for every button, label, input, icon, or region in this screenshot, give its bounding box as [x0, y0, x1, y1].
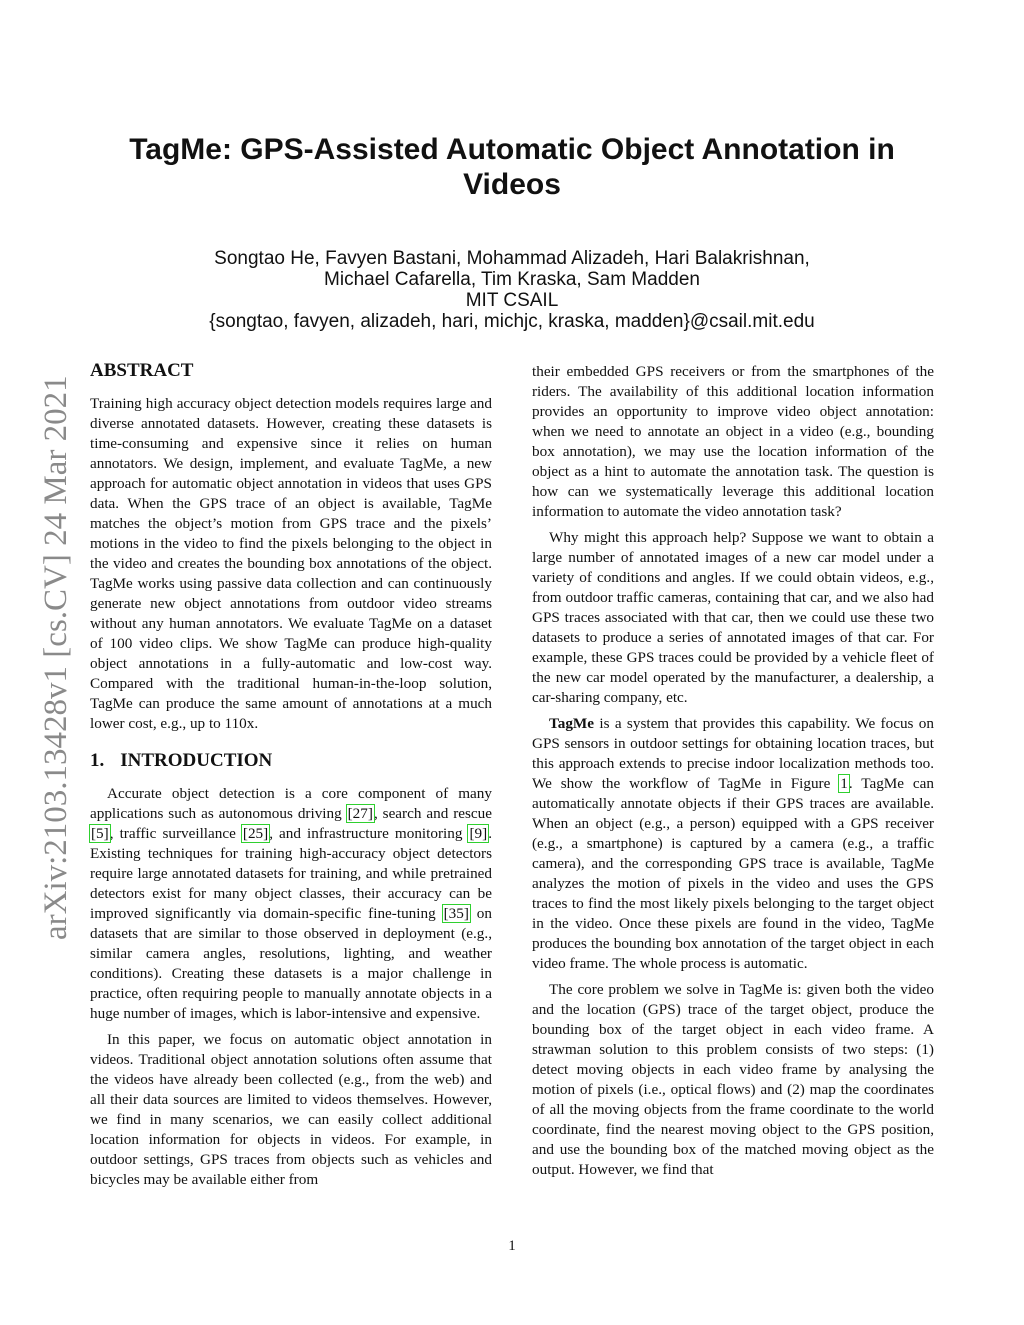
arxiv-identifier[interactable]: arXiv:2103.13428v1 [cs.CV] 24 Mar 2021 — [38, 375, 74, 940]
text-run: , traffic surveillance — [109, 825, 242, 842]
author-block — [110, 248, 914, 332]
text-run: is a system that provides this capability. We focus on GPS sensors in outdoor settings for obtaining location traces, but this approach extends to precise indoor localization methods too. We show the workflow of TagMe in Figure — [532, 715, 934, 792]
intro-paragraph-1 — [90, 784, 492, 1024]
affiliation: MIT CSAIL — [465, 290, 559, 311]
citation-9[interactable]: [9] — [469, 825, 488, 842]
figure-1-reference[interactable]: 1 — [840, 775, 848, 792]
left-column — [90, 360, 492, 1196]
text-run: . TagMe can automatically annotate objects if their GPS traces are available. When an object (e.g., a person) equipped with a GPS receiver (e.g., a smartphone) is captured by a camera (e.g., a traffic camera), and the corresponding GPS trace is available, TagMe analyzes the motion of pixels in the video and uses the GPS traces to find the most likely pixels belonging to the target object in the video. Once these pixels are found in the video, TagMe produces the bounding box annotation of the target object in each video frame. The whole process is automatic. — [532, 775, 934, 972]
citation-35[interactable]: [35] — [443, 905, 469, 922]
page-number: 1 — [508, 1238, 516, 1254]
intro-paragraph-5: The core problem we solve in TagMe is: given both the video and the location (GPS) trace of the target object, produce the bounding box of the target object in each video frame. A strawman solution to this problem consists of two steps: (1) detect moving objects in each video frame by analysing the motion of pixels (i.e., optical flows) and (2) map the coordinates of all the moving objects from the frame coordinate to the world coordinate, find the nearest moving object to the GPS position, and use the bounding box of the matched moving object as the output. However, we find that — [532, 981, 934, 1178]
section-title: INTRODUCTION — [120, 750, 273, 771]
section-number: 1. — [90, 750, 105, 771]
text-run: , and infrastructure monitoring — [269, 825, 469, 842]
author-line-2: Michael Cafarella, Tim Kraska, Sam Madden — [324, 269, 700, 290]
citation-25[interactable]: [25] — [242, 825, 269, 842]
text-run: on datasets that are similar to those observed in deployment (e.g., similar camera angles, resolutions, lighting, and weather conditions). Creating these datasets is a major challenge in practice, often requiring people to manually annotate objects in a huge number of images, which is labor-intensive and expensive. — [90, 905, 492, 1022]
right-column — [532, 362, 934, 1186]
paper-title: TagMe: GPS-Assisted Automatic Object Annotation in Videos — [129, 133, 895, 201]
arxiv-stamp — [6, 350, 74, 950]
introduction-heading — [90, 750, 492, 772]
author-line-1: Songtao He, Favyen Bastani, Mohammad Alizadeh, Hari Balakrishnan, — [214, 248, 810, 269]
system-name: TagMe — [549, 715, 594, 732]
intro-paragraph-2: In this paper, we focus on automatic object annotation in videos. Traditional object annotation solutions often assume that the videos have already been collected (e.g., from the web) and all their data sources are limited to videos themselves. However, we find in many scenarios, we can easily collect additional location information for objects in videos. For example, in outdoor settings, GPS traces from objects such as vehicles and bicycles may be available either from — [90, 1031, 492, 1188]
text-run: Accurate object detection is a core component of many applications such as autonomous driving — [90, 785, 492, 822]
text-run: . Existing techniques for training high-accuracy object detectors require large annotated datasets for training, and while pretrained detectors exist for many object classes, their accuracy can be improved significantly via domain-specific fine-tuning — [90, 825, 492, 922]
abstract-heading: ABSTRACT — [90, 360, 194, 381]
text-run: , search and rescue — [373, 805, 493, 822]
citation-27[interactable]: [27] — [347, 805, 373, 822]
author-emails[interactable]: {songtao, favyen, alizadeh, hari, michjc, kraska, madden}@csail.mit.edu — [209, 311, 815, 332]
intro-paragraph-2-continued: their embedded GPS receivers or from the smartphones of the riders. The availability of this additional location information provides an opportunity to improve video object annotation: when we need to annotate an object in a video (e.g., bounding box annotation), we may use the location information of the object as a hint to automate the annotation task. The question is how can we systematically leverage this additional location information to automate the video annotation task? — [532, 363, 934, 520]
citation-5[interactable]: [5] — [91, 825, 109, 842]
intro-paragraph-3: Why might this approach help? Suppose we want to obtain a large number of annotated images of a new car model under a variety of conditions and angles. If we could obtain videos, e.g., from outdoor traffic cameras, containing that car, and we also had GPS traces associated with that car, then we could use these two datasets to produce a series of annotated images of that car. For example, these GPS traces could be provided by a vehicle fleet of the new car model operated by the manufacturer, a dealership, a car-sharing company, etc. — [532, 529, 934, 706]
intro-paragraph-4 — [532, 714, 934, 974]
abstract-text: Training high accuracy object detection models requires large and diverse annotated datasets. However, creating these datasets is time-consuming and expensive since it relies on human annotators. We design, implement, and evaluate TagMe, a new approach for automatic object annotation in videos that uses GPS data. When the GPS trace of an object is available, TagMe matches the object’s motion from GPS trace and the pixels’ motions in the video to find the pixels belonging to the object in the video and creates the bounding box annotations of the object. TagMe works using passive data collection and can continuously generate new object annotations from outdoor video streams without any human annotators. We evaluate TagMe on a dataset of 100 video clips. We show TagMe can produce high-quality object annotations in a fully-automatic and low-cost way. Compared with the traditional human-in-the-loop solution, TagMe can produce the same amount of annotations at a much lower cost, e.g., up to 110x. — [90, 395, 492, 732]
